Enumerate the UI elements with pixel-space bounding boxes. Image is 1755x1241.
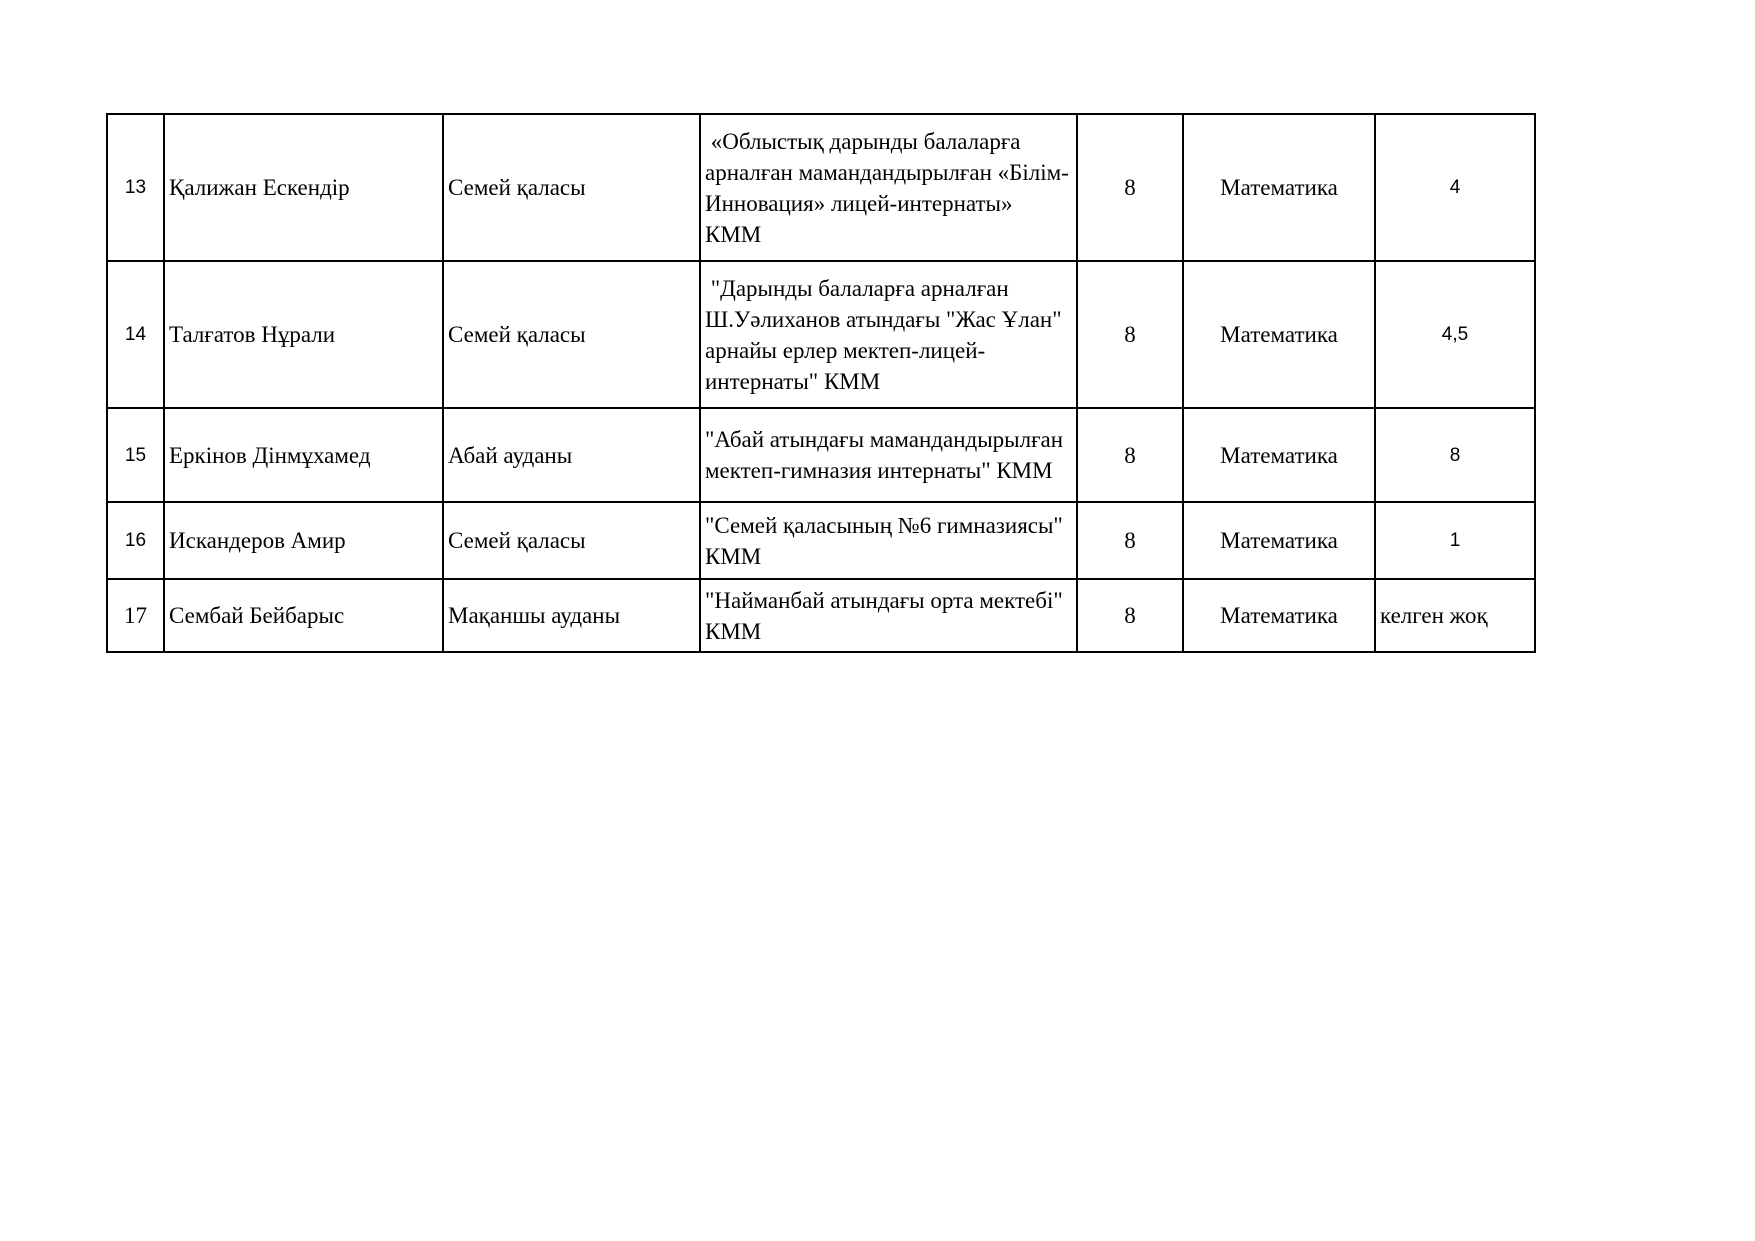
row-number: 14: [107, 261, 164, 408]
region: Семей қаласы: [443, 502, 700, 579]
score: 8: [1375, 408, 1535, 502]
table-row: [107, 502, 1535, 579]
school-name: "Найманбай атындағы орта мектебі" КММ: [700, 579, 1077, 652]
participant-name: Сембай Бейбарыс: [164, 579, 443, 652]
table-row: [107, 114, 1535, 261]
subject: Математика: [1183, 579, 1375, 652]
participant-name: Еркінов Дінмұхамед: [164, 408, 443, 502]
subject: Математика: [1183, 408, 1375, 502]
score: 4: [1375, 114, 1535, 261]
subject: Математика: [1183, 502, 1375, 579]
grade: 8: [1077, 502, 1183, 579]
participant-name: Талғатов Нұрали: [164, 261, 443, 408]
region: Мақаншы ауданы: [443, 579, 700, 652]
row-number: 16: [107, 502, 164, 579]
grade: 8: [1077, 579, 1183, 652]
region: Семей қаласы: [443, 114, 700, 261]
region: Абай ауданы: [443, 408, 700, 502]
score: 1: [1375, 502, 1535, 579]
subject: Математика: [1183, 261, 1375, 408]
row-number: 17: [107, 579, 164, 652]
participant-name: Искандеров Амир: [164, 502, 443, 579]
participant-name: Қалижан Ескендір: [164, 114, 443, 261]
school-name: "Дарынды балаларға арналған Ш.Уәлиханов атындағы "Жас Ұлан" арнайы ерлер мектеп-лицей-интернаты" КММ: [700, 261, 1077, 408]
row-number: 13: [107, 114, 164, 261]
grade: 8: [1077, 261, 1183, 408]
grade: 8: [1077, 114, 1183, 261]
school-name: "Абай атындағы мамандандырылған мектеп-гимназия интернаты" КММ: [700, 408, 1077, 502]
subject: Математика: [1183, 114, 1375, 261]
table-row: [107, 579, 1535, 652]
table-row: [107, 261, 1535, 408]
region: Семей қаласы: [443, 261, 700, 408]
score: 4,5: [1375, 261, 1535, 408]
table-row: [107, 408, 1535, 502]
results-table: [106, 113, 1536, 653]
score: келген жоқ: [1375, 579, 1535, 652]
school-name: «Облыстық дарынды балаларға арналған мамандандырылған «Білім-Инновация» лицей-интернаты» КММ: [700, 114, 1077, 261]
school-name: "Семей қаласының №6 гимназиясы" КММ: [700, 502, 1077, 579]
row-number: 15: [107, 408, 164, 502]
grade: 8: [1077, 408, 1183, 502]
